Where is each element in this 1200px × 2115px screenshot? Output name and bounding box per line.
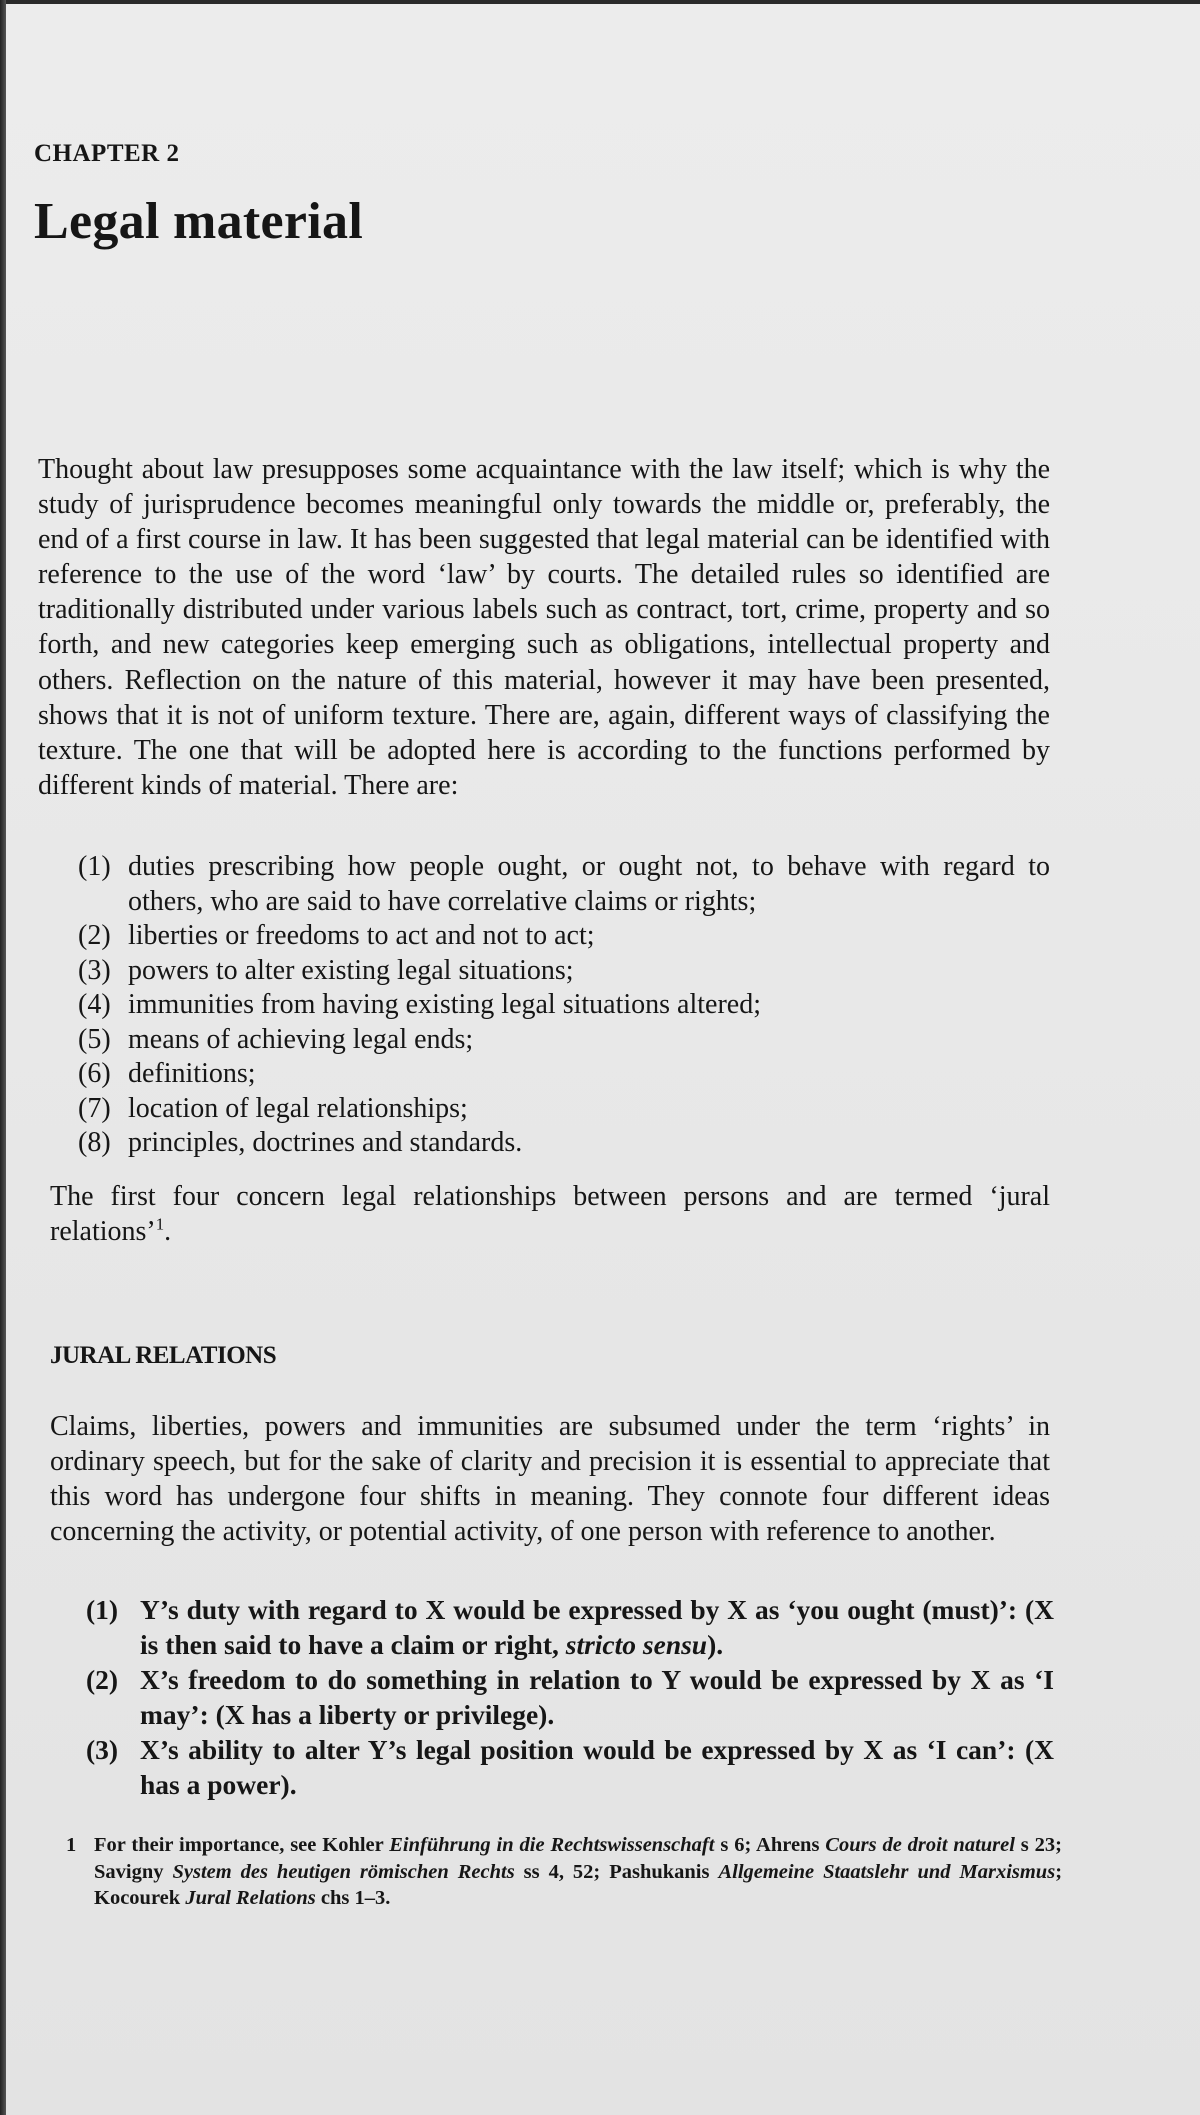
footnote-segment: s 23; Savigny xyxy=(94,1834,1062,1883)
intro-paragraph: Thought about law presupposes some acquaintance with the law itself; which is why the study of jurisprudence becomes meaningful only towards the middle or, preferably, the end of a first course in law. It has been suggested that legal material can be identified with reference to the use of the word ‘law’ by courts. The detailed rules so identified are traditionally distributed under various labels such as contract, tort, crime, property and so forth, and new categories keep emerging such as obligations, intellectual property and others. Reflection on the nature of this material, however it may have been presented, shows that it is not of uniform texture. There are, again, different ways of classifying the texture. The one that will be adopted here is according to the functions performed by different kinds of material. There are: xyxy=(38,454,1050,801)
list-item-number: (3) xyxy=(86,1734,119,1765)
footnote-marker[interactable]: 1 xyxy=(155,1214,165,1234)
list-item-number: (1) xyxy=(86,1594,119,1625)
list-item-number: (4) xyxy=(78,989,111,1020)
list-item-text-after: ). xyxy=(707,1629,724,1660)
list-item-text xyxy=(140,1592,1054,1662)
footnote-segment: ; Kocourek xyxy=(94,1860,1063,1909)
chapter-label: CHAPTER 2 xyxy=(34,140,180,167)
list-item-text: location of legal relationships; xyxy=(128,1092,468,1124)
list-item xyxy=(78,1126,1050,1161)
list-item-text: X’s ability to alter Y’s legal position would be expressed by X as ‘I can’: (X has a power). xyxy=(140,1734,1054,1800)
footnote-segment: For their importance, see Kohler xyxy=(94,1834,390,1856)
footnote-citation-title: Cours de droit naturel xyxy=(825,1834,1015,1856)
list-item-text: powers to alter existing legal situations; xyxy=(128,954,574,986)
footnote-segment: s 6; Ahrens xyxy=(714,1834,826,1856)
rights-paragraph: Claims, liberties, powers and immunities are subsumed under the term ‘rights’ in ordinary speech, but for the sake of clarity and precision it is essential to appreciate that this word has undergone four shifts in meaning. They connote four different ideas concerning the activity, or potential activity, of one person with reference to another. xyxy=(50,1411,1050,1548)
functions-list xyxy=(78,850,1050,1161)
list-item xyxy=(78,1092,1050,1127)
footnote-citation-title: Jural Relations xyxy=(185,1887,316,1909)
list-item-text: definitions; xyxy=(128,1058,256,1089)
list-item-number: (2) xyxy=(86,1664,119,1695)
list-item-text: means of achieving legal ends; xyxy=(128,1023,474,1055)
list-item xyxy=(78,954,1050,989)
list-item xyxy=(86,1732,1054,1802)
list-item-text-before: Y’s duty with regard to X would be expressed by X as ‘you ought (must)’: (X is then said to have a claim or right, xyxy=(140,1594,1054,1660)
list-item-text: liberties or freedoms to act and not to act; xyxy=(128,920,595,951)
chapter-title: Legal material xyxy=(34,193,364,250)
list-item-text: duties prescribing how people ought, or ought not, to behave with regard to others, who are said to have correlative claims or rights; xyxy=(128,851,1050,917)
rights-list xyxy=(86,1592,1054,1802)
list-item xyxy=(78,919,1050,954)
footnote-citation-title: System des heutigen römischen Rechts xyxy=(172,1860,515,1883)
footnote-text xyxy=(94,1832,1062,1912)
footnote-number: 1 xyxy=(66,1834,77,1856)
footnote-citation-title: Einführung in die Rechtswissenschaft xyxy=(389,1834,715,1856)
list-item xyxy=(86,1662,1054,1732)
footnote-segment: chs 1–3. xyxy=(315,1887,391,1909)
list-item xyxy=(78,988,1050,1023)
footnote-citation-title: Allgemeine Staatslehr und Marxismus xyxy=(718,1860,1056,1883)
book-page xyxy=(6,4,1200,2115)
section-heading: JURAL RELATIONS xyxy=(50,1342,277,1369)
list-item-text: X’s freedom to do something in relation to Y would be expressed by X as ‘I may’: (X has a liberty or privilege). xyxy=(140,1664,1054,1730)
footnote-segment: ss 4, 52; Pashukanis xyxy=(514,1860,719,1883)
footnote xyxy=(66,1832,1062,1912)
list-item-number: (8) xyxy=(78,1127,111,1158)
list-item-number: (3) xyxy=(78,954,111,986)
list-item-number: (7) xyxy=(78,1092,111,1124)
list-item-number: (5) xyxy=(78,1023,111,1055)
list-item xyxy=(78,1023,1050,1058)
list-item xyxy=(78,1057,1050,1092)
list-item-number: (2) xyxy=(78,920,111,951)
list-item xyxy=(86,1592,1054,1662)
list-item-italic: stricto sensu xyxy=(565,1629,708,1660)
jural-intro-text: The first four concern legal relationships between persons and are termed ‘jural relations’ xyxy=(50,1181,1050,1248)
list-item-number: (6) xyxy=(78,1058,111,1089)
list-item-text: immunities from having existing legal situations altered; xyxy=(128,989,761,1020)
list-item xyxy=(78,850,1050,919)
jural-relations-intro xyxy=(50,1179,1050,1249)
list-item-number: (1) xyxy=(78,851,111,882)
jural-intro-end: . xyxy=(164,1216,172,1248)
list-item-text: principles, doctrines and standards. xyxy=(128,1127,523,1158)
